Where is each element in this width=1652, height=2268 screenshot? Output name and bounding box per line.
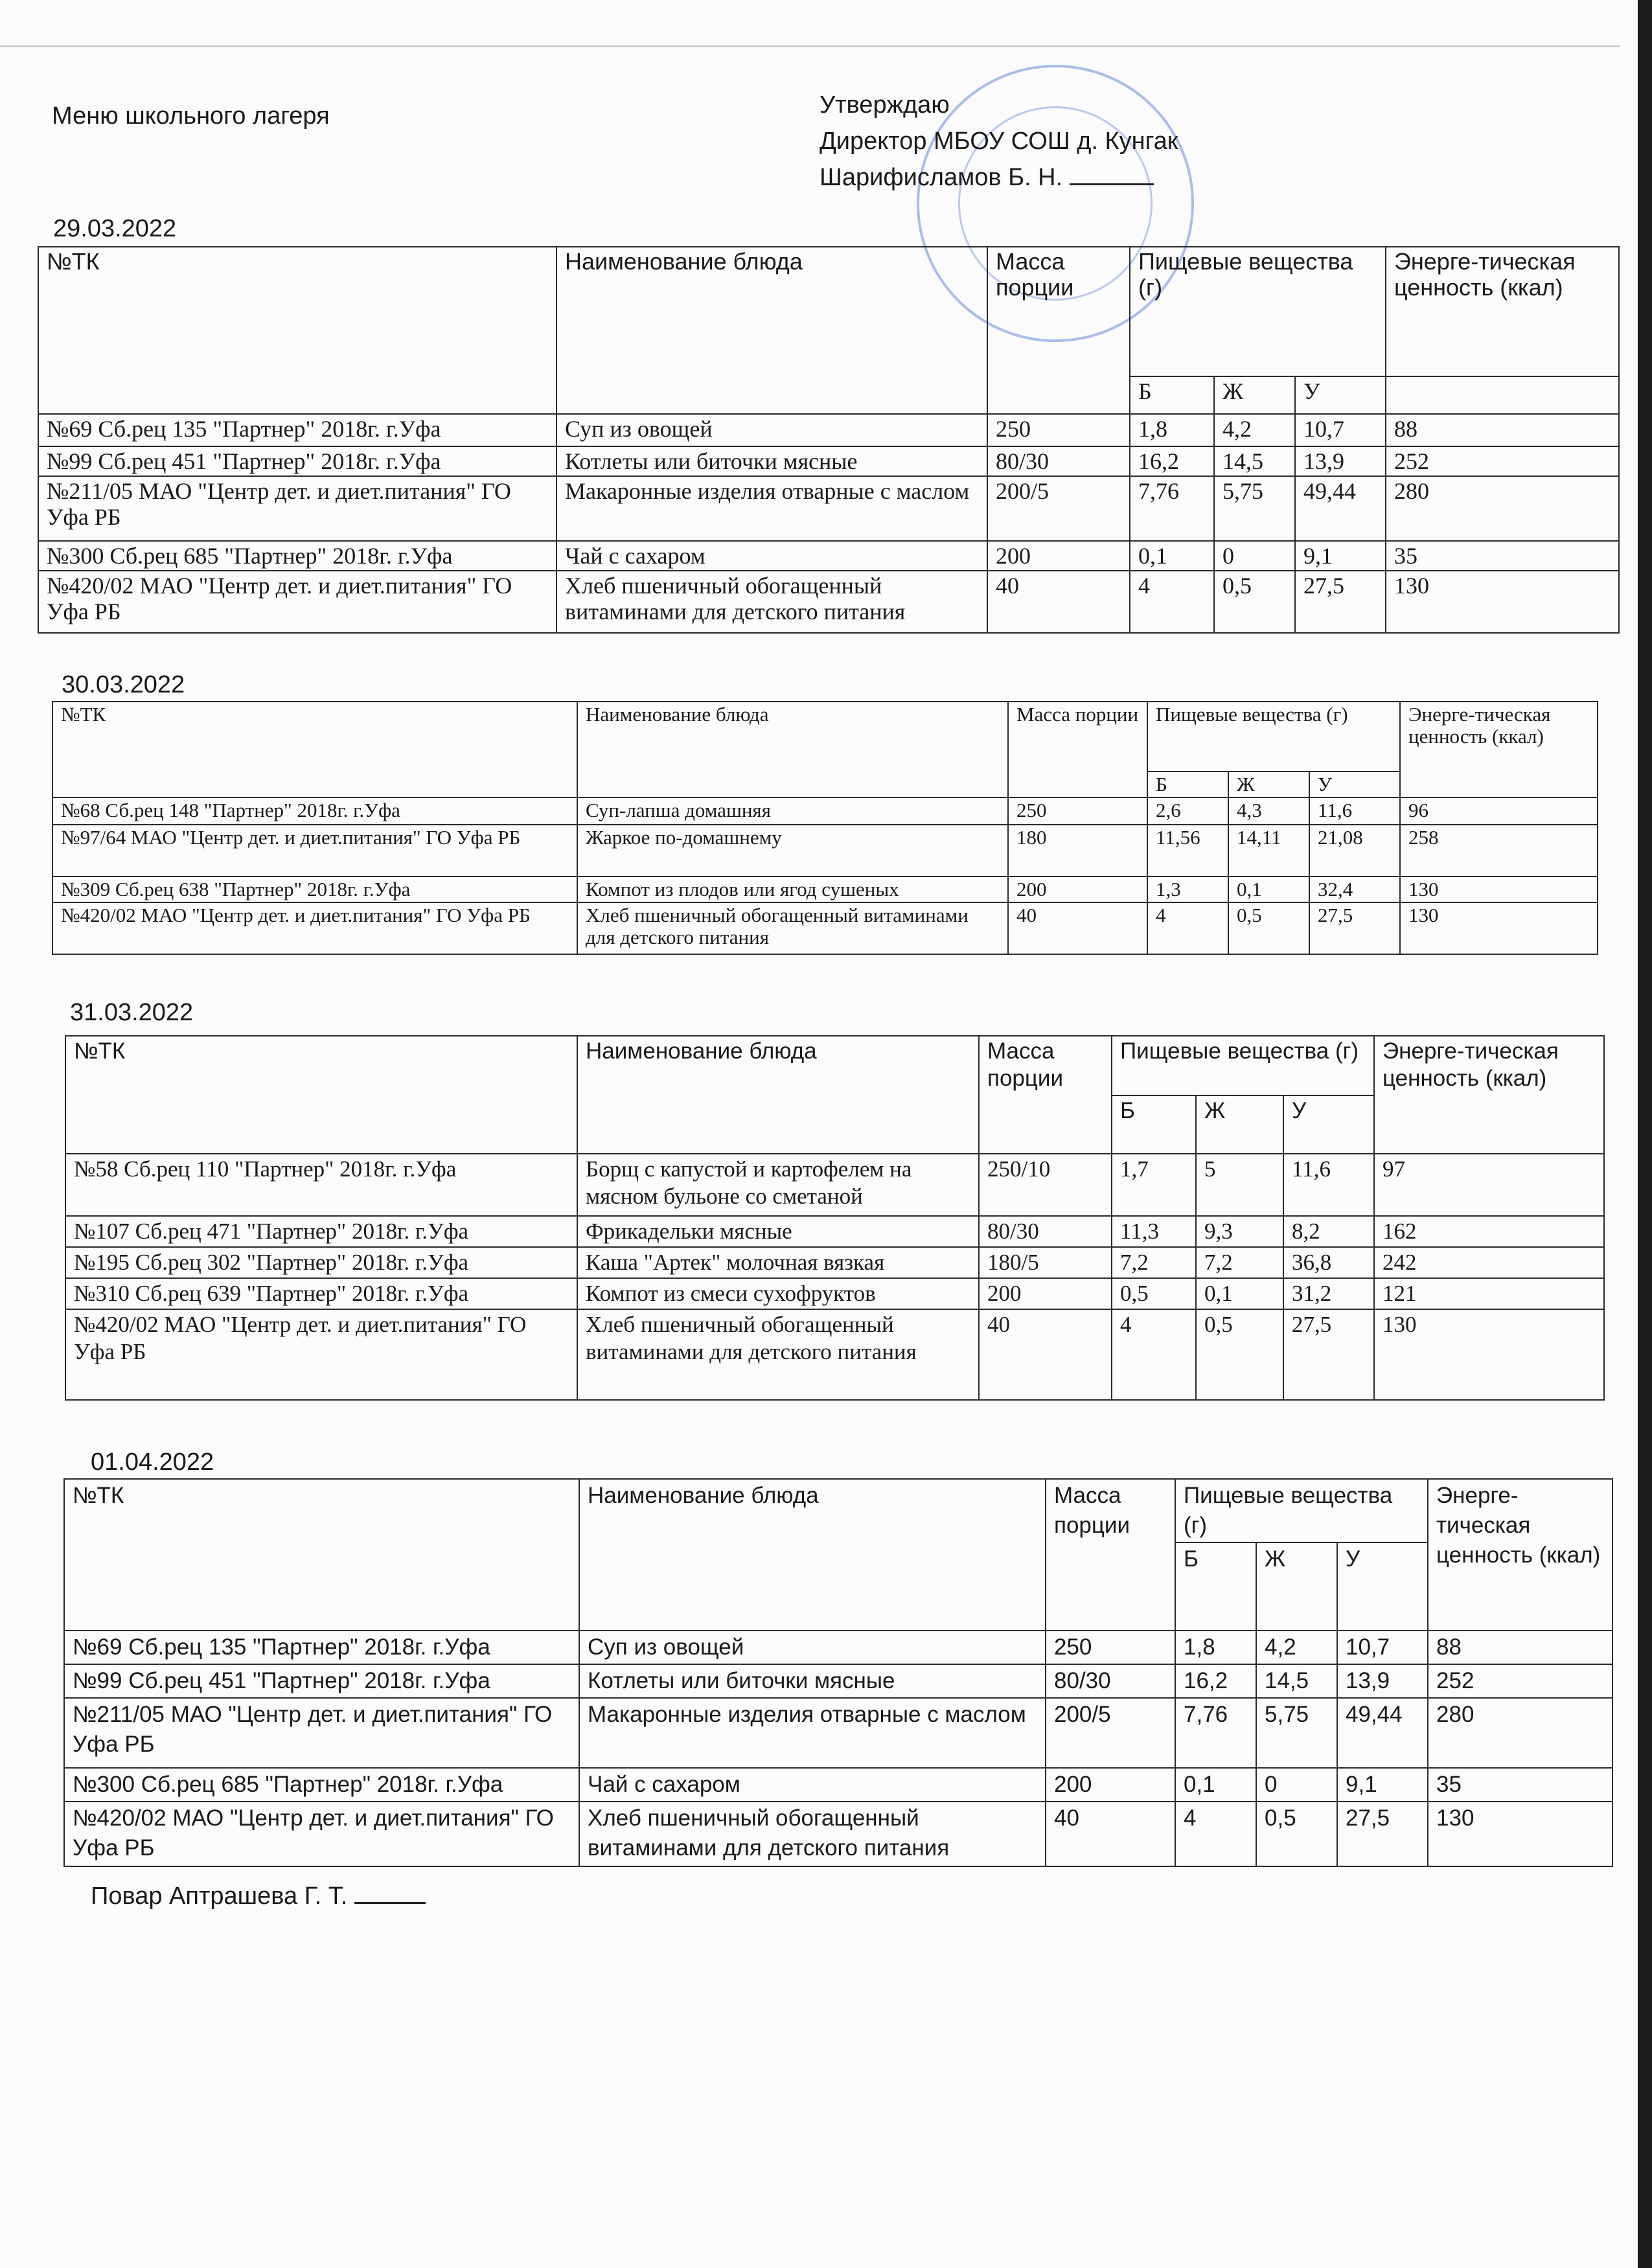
- cell-mass: 200: [979, 1278, 1112, 1309]
- cook-name: Повар Аптрашева Г. Т.: [91, 1883, 348, 1910]
- cell-name: Компот из смеси сухофруктов: [577, 1278, 979, 1309]
- col-header-u: У: [1295, 376, 1386, 414]
- cell-u: 49,44: [1295, 476, 1386, 541]
- col-header-b: Б: [1147, 772, 1228, 797]
- col-header-zh: Ж: [1196, 1095, 1283, 1154]
- cell-energy: 130: [1400, 876, 1598, 902]
- col-header-u: У: [1337, 1542, 1428, 1631]
- cell-energy: 252: [1428, 1664, 1612, 1698]
- cell-name: Чай с сахаром: [556, 541, 987, 571]
- menu-table: [38, 246, 1620, 634]
- cell-u: 9,1: [1337, 1768, 1428, 1802]
- date-label: 29.03.2022: [53, 215, 177, 242]
- cell-zh: 5: [1196, 1154, 1283, 1216]
- cell-tk: №69 Сб.рец 135 "Партнер" 2018г. г.Уфа: [64, 1631, 579, 1664]
- col-header-nutrients: Пищевые вещества (г): [1147, 702, 1400, 772]
- scan-border: [1638, 0, 1652, 2268]
- cell-name: Фрикадельки мясные: [577, 1216, 979, 1247]
- cell-zh: 0,1: [1196, 1278, 1283, 1309]
- table-row: [64, 1631, 1612, 1664]
- cell-energy: 130: [1374, 1309, 1604, 1400]
- cell-mass: 180/5: [979, 1247, 1112, 1278]
- col-header-mass: Масса порции: [979, 1036, 1112, 1154]
- cell-u: 27,5: [1295, 571, 1386, 633]
- col-header-energy: Энерге-тическая ценность (ккал): [1386, 247, 1619, 376]
- cell-energy: 258: [1400, 825, 1598, 876]
- cell-zh: 4,2: [1256, 1631, 1337, 1664]
- cell-energy: 242: [1374, 1247, 1604, 1278]
- cell-energy: 280: [1428, 1698, 1612, 1768]
- col-header-nutrients: Пищевые вещества (г): [1175, 1479, 1428, 1542]
- cell-energy: 88: [1428, 1631, 1612, 1664]
- cell-u: 13,9: [1337, 1664, 1428, 1698]
- col-header-tk: №ТК: [64, 1479, 579, 1631]
- director-signature-line: [820, 159, 1178, 196]
- cell-zh: 5,75: [1214, 476, 1295, 541]
- cell-energy: 35: [1386, 541, 1619, 571]
- cell-tk: №300 Сб.рец 685 "Партнер" 2018г. г.Уфа: [64, 1768, 579, 1802]
- cell-tk: №420/02 МАО "Центр дет. и диет.питания" ГО Уфа РБ: [64, 1802, 579, 1866]
- table-row: [64, 1664, 1612, 1698]
- col-header-b: Б: [1130, 376, 1214, 414]
- cell-tk: №309 Сб.рец 638 "Партнер" 2018г. г.Уфа: [52, 876, 577, 902]
- date-label: 30.03.2022: [62, 671, 185, 698]
- cell-b: 0,5: [1112, 1278, 1196, 1309]
- table-row: [38, 414, 1619, 446]
- col-header-tk: №ТК: [38, 247, 556, 414]
- col-header-name: Наименование блюда: [577, 702, 1008, 797]
- cell-b: 7,76: [1175, 1698, 1256, 1768]
- cell-mass: 40: [987, 571, 1130, 633]
- cell-u: 27,5: [1309, 902, 1400, 954]
- cell-u: 27,5: [1283, 1309, 1374, 1400]
- cell-name: Каша "Артек" молочная вязкая: [577, 1247, 979, 1278]
- cell-b: 1,8: [1175, 1631, 1256, 1664]
- col-header-b: Б: [1112, 1095, 1196, 1154]
- col-header-u: У: [1283, 1095, 1374, 1154]
- col-header-zh: Ж: [1256, 1542, 1337, 1631]
- col-header-mass: Масса порции: [1046, 1479, 1175, 1631]
- cell-u: 10,7: [1337, 1631, 1428, 1664]
- cell-b: 2,6: [1147, 797, 1228, 825]
- cell-u: 21,08: [1309, 825, 1400, 876]
- cell-name: Хлеб пшеничный обогащенный витаминами для детского питания: [556, 571, 987, 633]
- cell-mass: 200: [1046, 1768, 1175, 1802]
- cell-b: 1,8: [1130, 414, 1214, 446]
- approval-block: [820, 87, 1178, 196]
- table-row: [64, 1768, 1612, 1802]
- cell-b: 16,2: [1175, 1664, 1256, 1698]
- cell-u: 11,6: [1283, 1154, 1374, 1216]
- col-header-name: Наименование блюда: [556, 247, 987, 414]
- cell-tk: №195 Сб.рец 302 "Партнер" 2018г. г.Уфа: [65, 1247, 577, 1278]
- cell-name: Борщ с капустой и картофелем на мясном бульоне со сметаной: [577, 1154, 979, 1216]
- cell-zh: 0,5: [1214, 571, 1295, 633]
- col-header-tk: №ТК: [52, 702, 577, 797]
- col-header-empty: [1386, 376, 1619, 414]
- cell-energy: 96: [1400, 797, 1598, 825]
- cell-mass: 180: [1008, 825, 1147, 876]
- cell-u: 8,2: [1283, 1216, 1374, 1247]
- col-header-name: Наименование блюда: [577, 1036, 979, 1154]
- cell-zh: 7,2: [1196, 1247, 1283, 1278]
- date-label: 01.04.2022: [91, 1449, 214, 1476]
- cell-tk: №97/64 МАО "Центр дет. и диет.питания" ГО Уфа РБ: [52, 825, 577, 876]
- cell-mass: 250: [1046, 1631, 1175, 1664]
- cell-tk: №211/05 МАО "Центр дет. и диет.питания" ГО Уфа РБ: [38, 476, 556, 541]
- col-header-zh: Ж: [1214, 376, 1295, 414]
- col-header-zh: Ж: [1228, 772, 1309, 797]
- cell-energy: 35: [1428, 1768, 1612, 1802]
- cell-name: Суп из овощей: [556, 414, 987, 446]
- cell-zh: 4,3: [1228, 797, 1309, 825]
- menu-title: Меню школьного лагеря: [52, 102, 330, 130]
- cell-b: 4: [1112, 1309, 1196, 1400]
- cell-tk: №69 Сб.рец 135 "Партнер" 2018г. г.Уфа: [38, 414, 556, 446]
- col-header-mass: Масса порции: [987, 247, 1130, 414]
- table-row: [52, 797, 1598, 825]
- cell-mass: 250/10: [979, 1154, 1112, 1216]
- cook-signature-line: [91, 1883, 426, 1910]
- col-header-u: У: [1309, 772, 1400, 797]
- cell-b: 4: [1130, 571, 1214, 633]
- cell-energy: 88: [1386, 414, 1619, 446]
- cell-name: Макаронные изделия отварные с маслом: [579, 1698, 1046, 1768]
- cell-mass: 200/5: [1046, 1698, 1175, 1768]
- cell-zh: 0,5: [1256, 1802, 1337, 1866]
- cell-zh: 0,1: [1228, 876, 1309, 902]
- cell-b: 16,2: [1130, 446, 1214, 476]
- table-row: [65, 1278, 1604, 1309]
- cell-zh: 14,11: [1228, 825, 1309, 876]
- cell-zh: 0,5: [1196, 1309, 1283, 1400]
- cell-name: Котлеты или биточки мясные: [556, 446, 987, 476]
- cell-b: 7,2: [1112, 1247, 1196, 1278]
- signature: [1070, 183, 1154, 185]
- cell-zh: 0: [1256, 1768, 1337, 1802]
- cell-mass: 80/30: [979, 1216, 1112, 1247]
- cell-zh: 0,5: [1228, 902, 1309, 954]
- cell-tk: №310 Сб.рец 639 "Партнер" 2018г. г.Уфа: [65, 1278, 577, 1309]
- cell-tk: №211/05 МАО "Центр дет. и диет.питания" ГО Уфа РБ: [64, 1698, 579, 1768]
- cell-u: 13,9: [1295, 446, 1386, 476]
- cell-b: 11,56: [1147, 825, 1228, 876]
- cell-energy: 162: [1374, 1216, 1604, 1247]
- table-row: [38, 476, 1619, 541]
- menu-table: [52, 701, 1598, 955]
- cell-name: Макаронные изделия отварные с маслом: [556, 476, 987, 541]
- cell-b: 0,1: [1175, 1768, 1256, 1802]
- cell-name: Хлеб пшеничный обогащенный витаминами для детского питания: [577, 1309, 979, 1400]
- cell-mass: 200: [987, 541, 1130, 571]
- cell-energy: 252: [1386, 446, 1619, 476]
- cell-zh: 14,5: [1214, 446, 1295, 476]
- cell-b: 4: [1147, 902, 1228, 954]
- cell-name: Чай с сахаром: [579, 1768, 1046, 1802]
- cell-mass: 250: [1008, 797, 1147, 825]
- menu-table: [65, 1035, 1605, 1401]
- table-row: [65, 1309, 1604, 1400]
- col-header-mass: Масса порции: [1008, 702, 1147, 797]
- cell-name: Котлеты или биточки мясные: [579, 1664, 1046, 1698]
- cell-u: 31,2: [1283, 1278, 1374, 1309]
- table-row: [64, 1802, 1612, 1866]
- col-header-energy: Энерге-тическая ценность (ккал): [1374, 1036, 1604, 1154]
- col-header-b: Б: [1175, 1542, 1256, 1631]
- date-label: 31.03.2022: [70, 999, 194, 1026]
- cell-tk: №99 Сб.рец 451 "Партнер" 2018г. г.Уфа: [38, 446, 556, 476]
- cell-mass: 80/30: [1046, 1664, 1175, 1698]
- cell-b: 1,3: [1147, 876, 1228, 902]
- cell-tk: №68 Сб.рец 148 "Партнер" 2018г. г.Уфа: [52, 797, 577, 825]
- menu-table: [63, 1478, 1613, 1867]
- cell-u: 32,4: [1309, 876, 1400, 902]
- cell-name: Суп-лапша домашняя: [577, 797, 1008, 825]
- approve-label: Утверждаю: [820, 91, 950, 119]
- cell-tk: №420/02 МАО "Центр дет. и диет.питания" ГО Уфа РБ: [52, 902, 577, 954]
- cell-tk: №99 Сб.рец 451 "Партнер" 2018г. г.Уфа: [64, 1664, 579, 1698]
- cell-energy: 130: [1386, 571, 1619, 633]
- cell-zh: 5,75: [1256, 1698, 1337, 1768]
- cell-tk: №420/02 МАО "Центр дет. и диет.питания" ГО Уфа РБ: [38, 571, 556, 633]
- cell-b: 4: [1175, 1802, 1256, 1866]
- table-row: [52, 902, 1598, 954]
- director-title: Директор МБОУ СОШ д. Кунгак: [820, 128, 1178, 155]
- cell-u: 49,44: [1337, 1698, 1428, 1768]
- cell-mass: 250: [987, 414, 1130, 446]
- cell-zh: 0: [1214, 541, 1295, 571]
- cell-tk: №107 Сб.рец 471 "Партнер" 2018г. г.Уфа: [65, 1216, 577, 1247]
- cell-tk: №420/02 МАО "Центр дет. и диет.питания" ГО Уфа РБ: [65, 1309, 577, 1400]
- col-header-energy: Энерге-тическая ценность (ккал): [1428, 1479, 1612, 1631]
- col-header-name: Наименование блюда: [579, 1479, 1046, 1631]
- director-name: Шарифисламов Б. Н.: [820, 164, 1063, 191]
- cell-zh: 4,2: [1214, 414, 1295, 446]
- scan-edge: [0, 45, 1620, 47]
- table-row: [52, 825, 1598, 876]
- col-header-energy: Энерге-тическая ценность (ккал): [1400, 702, 1598, 797]
- col-header-tk: №ТК: [65, 1036, 577, 1154]
- table-row: [38, 446, 1619, 476]
- cell-u: 9,1: [1295, 541, 1386, 571]
- cell-b: 0,1: [1130, 541, 1214, 571]
- cell-mass: 40: [979, 1309, 1112, 1400]
- cell-mass: 200: [1008, 876, 1147, 902]
- cell-mass: 40: [1008, 902, 1147, 954]
- table-row: [65, 1247, 1604, 1278]
- cell-name: Жаркое по-домашнему: [577, 825, 1008, 876]
- cell-u: 36,8: [1283, 1247, 1374, 1278]
- cell-zh: 9,3: [1196, 1216, 1283, 1247]
- cell-mass: 200/5: [987, 476, 1130, 541]
- cell-energy: 280: [1386, 476, 1619, 541]
- cell-energy: 121: [1374, 1278, 1604, 1309]
- table-row: [64, 1698, 1612, 1768]
- cell-energy: 97: [1374, 1154, 1604, 1216]
- cell-name: Суп из овощей: [579, 1631, 1046, 1664]
- col-header-nutrients: Пищевые вещества (г): [1130, 247, 1386, 376]
- cell-name: Хлеб пшеничный обогащенный витаминами для детского питания: [577, 902, 1008, 954]
- cell-mass: 80/30: [987, 446, 1130, 476]
- cell-name: Компот из плодов или ягод сушеных: [577, 876, 1008, 902]
- table-row: [65, 1154, 1604, 1216]
- cell-b: 7,76: [1130, 476, 1214, 541]
- col-header-nutrients: Пищевые вещества (г): [1112, 1036, 1374, 1095]
- cell-zh: 14,5: [1256, 1664, 1337, 1698]
- cell-name: Хлеб пшеничный обогащенный витаминами для детского питания: [579, 1802, 1046, 1866]
- cell-u: 11,6: [1309, 797, 1400, 825]
- cell-b: 1,7: [1112, 1154, 1196, 1216]
- cell-mass: 40: [1046, 1802, 1175, 1866]
- table-row: [38, 541, 1619, 571]
- table-row: [38, 571, 1619, 633]
- cell-b: 11,3: [1112, 1216, 1196, 1247]
- cell-u: 10,7: [1295, 414, 1386, 446]
- cook-signature: [354, 1902, 426, 1904]
- table-row: [52, 876, 1598, 902]
- table-row: [65, 1216, 1604, 1247]
- cell-tk: №300 Сб.рец 685 "Партнер" 2018г. г.Уфа: [38, 541, 556, 571]
- cell-u: 27,5: [1337, 1802, 1428, 1866]
- cell-energy: 130: [1400, 902, 1598, 954]
- cell-energy: 130: [1428, 1802, 1612, 1866]
- cell-tk: №58 Сб.рец 110 "Партнер" 2018г. г.Уфа: [65, 1154, 577, 1216]
